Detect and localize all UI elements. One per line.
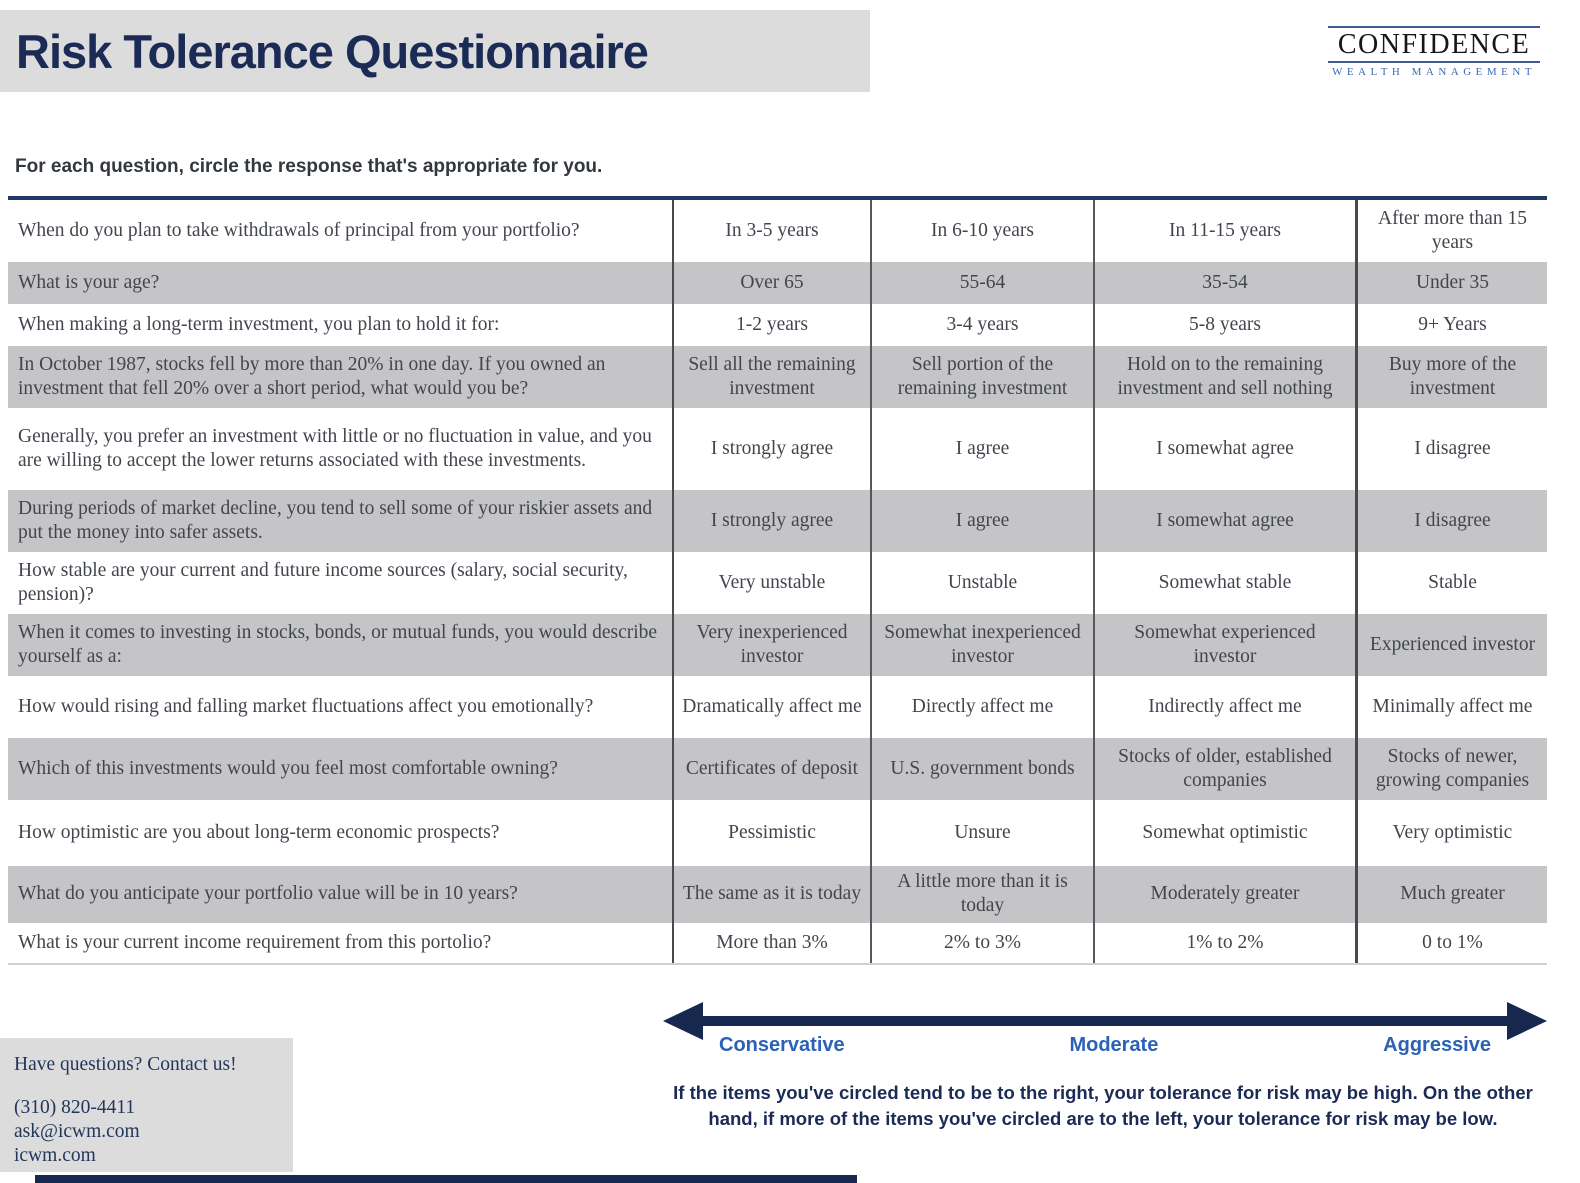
scale-label-aggressive: Aggressive [1383,1034,1491,1056]
answer-option[interactable]: Pessimistic [672,800,870,866]
answer-option[interactable]: Buy more of the investment [1355,346,1547,408]
answer-option[interactable]: Unstable [870,552,1093,614]
answer-option[interactable]: 3-4 years [870,304,1093,346]
page-title: Risk Tolerance Questionnaire [16,24,648,78]
answer-option[interactable]: Stocks of older, established companies [1093,738,1355,800]
answer-option[interactable]: Over 65 [672,262,870,304]
table-row [8,800,1547,866]
answer-option[interactable]: 9+ Years [1355,304,1547,346]
answer-option[interactable]: I agree [870,408,1093,490]
contact-website: icwm.com [14,1144,96,1166]
answer-option[interactable]: More than 3% [672,923,870,963]
answer-option[interactable]: Much greater [1355,866,1547,923]
answer-option[interactable]: I strongly agree [672,408,870,490]
table-row [8,676,1547,738]
logo-tagline: WEALTH MANAGEMENT [1331,66,1537,79]
answer-option[interactable]: 35-54 [1093,262,1355,304]
bottom-accent-bar [35,1175,857,1183]
answer-option[interactable]: Hold on to the remaining investment and sell nothing [1093,346,1355,408]
answer-option[interactable]: Stocks of newer, growing companies [1355,738,1547,800]
answer-option[interactable]: Dramatically affect me [672,676,870,738]
logo-mid-rule [1328,61,1540,63]
table-row [8,408,1547,490]
question-cell: How would rising and falling market fluctuations affect you emotionally? [18,695,594,717]
answer-option[interactable]: In 6-10 years [870,200,1093,262]
answer-option[interactable]: Somewhat optimistic [1093,800,1355,866]
question-cell: How stable are your current and future income sources (salary, social security, pension)? [18,559,628,605]
answer-option[interactable]: Very optimistic [1355,800,1547,866]
answer-option[interactable]: 1-2 years [672,304,870,346]
question-cell: How optimistic are you about long-term economic prospects? [18,821,500,843]
table-row [8,262,1547,304]
answer-option[interactable]: After more than 15 years [1355,200,1547,262]
answer-option[interactable]: I strongly agree [672,490,870,552]
answer-option[interactable]: A little more than it is today [870,866,1093,923]
answer-option[interactable]: Sell portion of the remaining investment [870,346,1093,408]
answer-option[interactable]: I somewhat agree [1093,408,1355,490]
question-cell: Which of this investments would you feel most comfortable owning? [18,757,558,779]
answer-option[interactable]: 2% to 3% [870,923,1093,963]
answer-option[interactable]: Moderately greater [1093,866,1355,923]
instruction-text: For each question, circle the response that's appropriate for you. [15,156,603,177]
table-row [8,552,1547,614]
answer-option[interactable]: The same as it is today [672,866,870,923]
answer-option[interactable]: Directly affect me [870,676,1093,738]
arrow-bar [691,1016,1519,1026]
scale-label-moderate: Moderate [1069,1034,1159,1056]
question-cell: In October 1987, stocks fell by more than 20% in one day. If you owned an investment that fell 20% over a short period, what would you be? [18,353,606,399]
logo-top-rule [1328,26,1540,28]
contact-phone: (310) 820-4411 [14,1097,136,1118]
answer-option[interactable]: Very inexperienced investor [672,614,870,676]
contact-box [0,1038,293,1172]
table-row [8,738,1547,800]
answer-option[interactable]: Stable [1355,552,1547,614]
arrow-right-head-icon [1507,1002,1547,1040]
question-cell: What is your age? [18,271,160,293]
question-cell: Generally, you prefer an investment with little or no fluctuation in value, and you are willing to accept the lower returns associated with these investments. [18,425,652,471]
answer-option[interactable]: In 3-5 years [672,200,870,262]
answer-option[interactable]: Under 35 [1355,262,1547,304]
answer-option[interactable]: Minimally affect me [1355,676,1547,738]
contact-heading: Have questions? Contact us! [14,1054,237,1075]
answer-option[interactable]: Somewhat inexperienced investor [870,614,1093,676]
answer-option[interactable]: Sell all the remaining investment [672,346,870,408]
scale-label-conservative: Conservative [719,1034,845,1056]
question-cell: When do you plan to take withdrawals of principal from your portfolio? [18,219,580,241]
answer-option[interactable]: Very unstable [672,552,870,614]
risk-scale [663,1000,1547,1057]
answer-option[interactable]: I agree [870,490,1093,552]
title-band [0,10,870,92]
answer-option[interactable]: Indirectly affect me [1093,676,1355,738]
answer-option[interactable]: In 11-15 years [1093,200,1355,262]
question-cell: When making a long-term investment, you plan to hold it for: [18,313,500,335]
double-arrow-icon [663,1000,1547,1042]
table-row [8,866,1547,923]
question-cell: What do you anticipate your portfolio value will be in 10 years? [18,883,518,905]
answer-option[interactable]: Somewhat experienced investor [1093,614,1355,676]
question-cell: During periods of market decline, you tend to sell some of your riskier assets and put the money into safer assets. [18,497,653,543]
answer-option[interactable]: Experienced investor [1355,614,1547,676]
table-row [8,923,1547,963]
answer-option[interactable]: Somewhat stable [1093,552,1355,614]
table-row [8,304,1547,346]
table-row [8,346,1547,408]
table-row [8,200,1547,262]
question-cell: When it comes to investing in stocks, bonds, or mutual funds, you would describe yourself as a: [18,621,658,667]
question-cell: What is your current income requirement from this portolio? [18,931,492,953]
questionnaire-table [8,196,1547,965]
answer-option[interactable]: U.S. government bonds [870,738,1093,800]
answer-option[interactable]: I disagree [1355,490,1547,552]
company-logo [1328,26,1540,78]
table-row [8,490,1547,552]
answer-option[interactable]: 1% to 2% [1093,923,1355,963]
answer-option[interactable]: Certificates of deposit [672,738,870,800]
contact-email: ask@icwm.com [14,1120,140,1142]
footer-note: If the items you've circled tend to be to the right, your tolerance for risk may be high. On the other hand, if more of the items you've circled are to the left, your tolerance for risk may be low. [673,1082,1533,1129]
answer-option[interactable]: I somewhat agree [1093,490,1355,552]
answer-option[interactable]: I disagree [1355,408,1547,490]
logo-company-name: CONFIDENCE [1337,29,1531,60]
answer-option[interactable]: Unsure [870,800,1093,866]
table-row [8,614,1547,676]
answer-option[interactable]: 55-64 [870,262,1093,304]
answer-option[interactable]: 5-8 years [1093,304,1355,346]
answer-option[interactable]: 0 to 1% [1355,923,1547,963]
